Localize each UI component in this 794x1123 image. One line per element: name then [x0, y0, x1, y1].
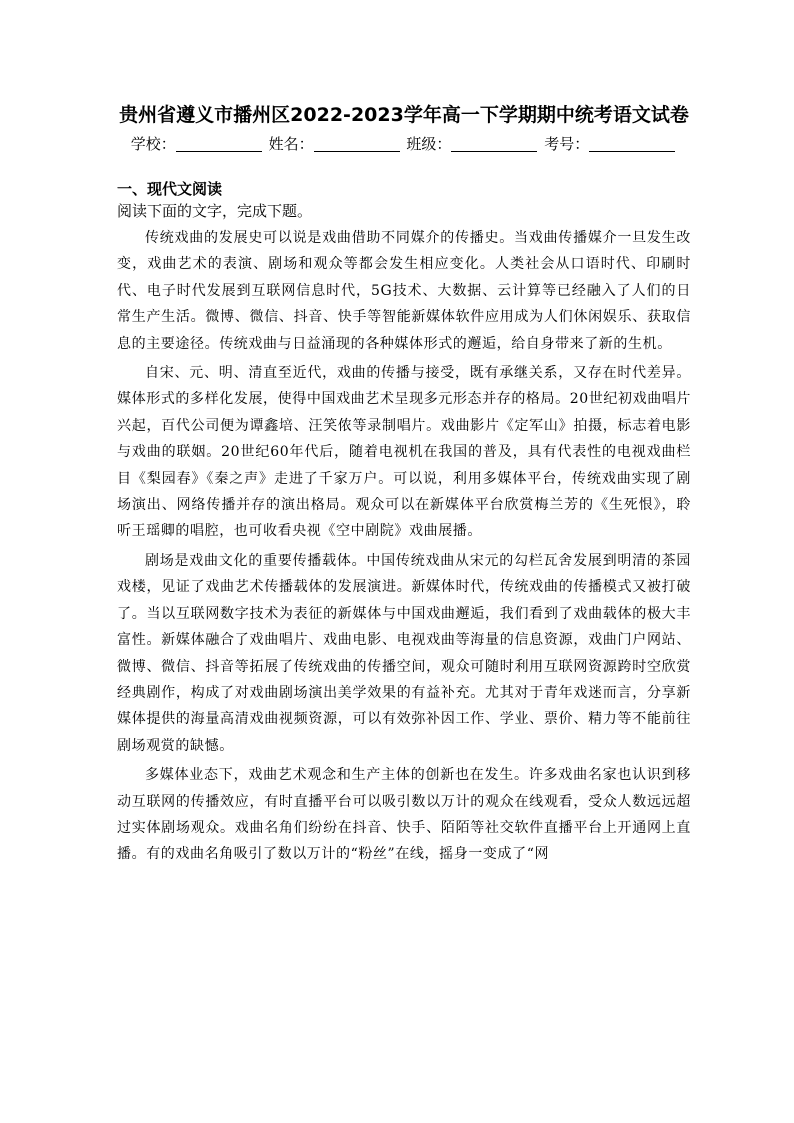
school-field: [131, 131, 264, 157]
exam-no-blank: [589, 135, 675, 152]
exam-no-label: 考号：: [544, 135, 590, 153]
name-field: [269, 131, 402, 157]
passage-paragraph-4: 多媒体业态下，戏曲艺术观念和生产主体的创新也在发生。许多戏曲名家也认识到移动互联网的传播效应，有时直播平台可以吸引数以万计的观众在线观看，受众人数远远超过实体剧场观众。戏曲名角们纷纷在抖音、快手、陌陌等社交软件直播平台上开通网上直播。有的戏曲名角吸引了数以万计的“粉丝”在线，摇身一变成了“网: [117, 767, 691, 863]
school-label: 学校：: [130, 135, 176, 153]
student-info-line: [117, 131, 691, 157]
name-blank: [314, 135, 400, 152]
exam-no-field: [544, 131, 677, 157]
class-label: 班级：: [406, 135, 452, 153]
exam-title: 贵州省遵义市播州区2022-2023学年高一下学期期中统考语文试卷: [119, 104, 689, 126]
passage-paragraph-2: 自宋、元、明、清直至近代，戏曲的传播与接受，既有承继关系，又存在时代差异。媒体形式的多样化发展，使得中国戏曲艺术呈现多元形态并存的格局。20世纪初戏曲唱片兴起，百代公司便为谭鑫培、汪笑侬等录制唱片。戏曲影片《定军山》拍摄，标志着电影与戏曲的联姻。20世纪60年代后，随着电视机在我国的普及，具有代表性的电视戏曲栏目《梨园春》《秦之声》走进了千家万户。可以说，利用多媒体平台，传统戏曲实现了剧场演出、网络传播并存的演出格局。观众可以在新媒体平台欣赏梅兰芳的《生死恨》，聆听王瑶卿的唱腔，也可收看央视《空中剧院》戏曲展播。: [117, 365, 691, 540]
section-heading: 一、现代文阅读: [117, 180, 223, 198]
reading-instruction: 阅读下面的文字，完成下题。: [117, 202, 313, 220]
school-blank: [176, 135, 262, 152]
passage-paragraph-1: 传统戏曲的发展史可以说是戏曲借助不同媒介的传播史。当戏曲传播媒介一旦发生改变，戏曲艺术的表演、剧场和观众等都会发生相应变化。人类社会从口语时代、印刷时代、电子时代发展到互联网信息时代，5G技术、大数据、云计算等已经融入了人们的日常生产生活。微博、微信、抖音、快手等智能新媒体软件应用成为人们休闲娱乐、获取信息的主要途径。传统戏曲与日益涌现的各种媒体形式的邂逅，给自身带来了新的生机。: [117, 230, 691, 352]
name-label: 姓名：: [268, 135, 314, 153]
class-field: [406, 131, 539, 157]
passage-paragraph-3: 剧场是戏曲文化的重要传播载体。中国传统戏曲从宋元的勾栏瓦舍发展到明清的茶园戏楼，见证了戏曲艺术传播载体的发展演进。新媒体时代，传统戏曲的传播模式又被打破了。当以互联网数字技术为表征的新媒体与中国戏曲邂逅，我们看到了戏曲载体的极大丰富性。新媒体融合了戏曲唱片、戏曲电影、电视戏曲等海量的信息资源，戏曲门户网站、微博、微信、抖音等拓展了传统戏曲的传播空间，观众可随时利用互联网资源跨时空欣赏经典剧作，构成了对戏曲剧场演出美学效果的有益补充。尤其对于青年戏迷而言，分享新媒体提供的海量高清戏曲视频资源，可以有效弥补因工作、学业、票价、精力等不能前往剧场观赏的缺憾。: [117, 552, 691, 754]
class-blank: [451, 135, 537, 152]
